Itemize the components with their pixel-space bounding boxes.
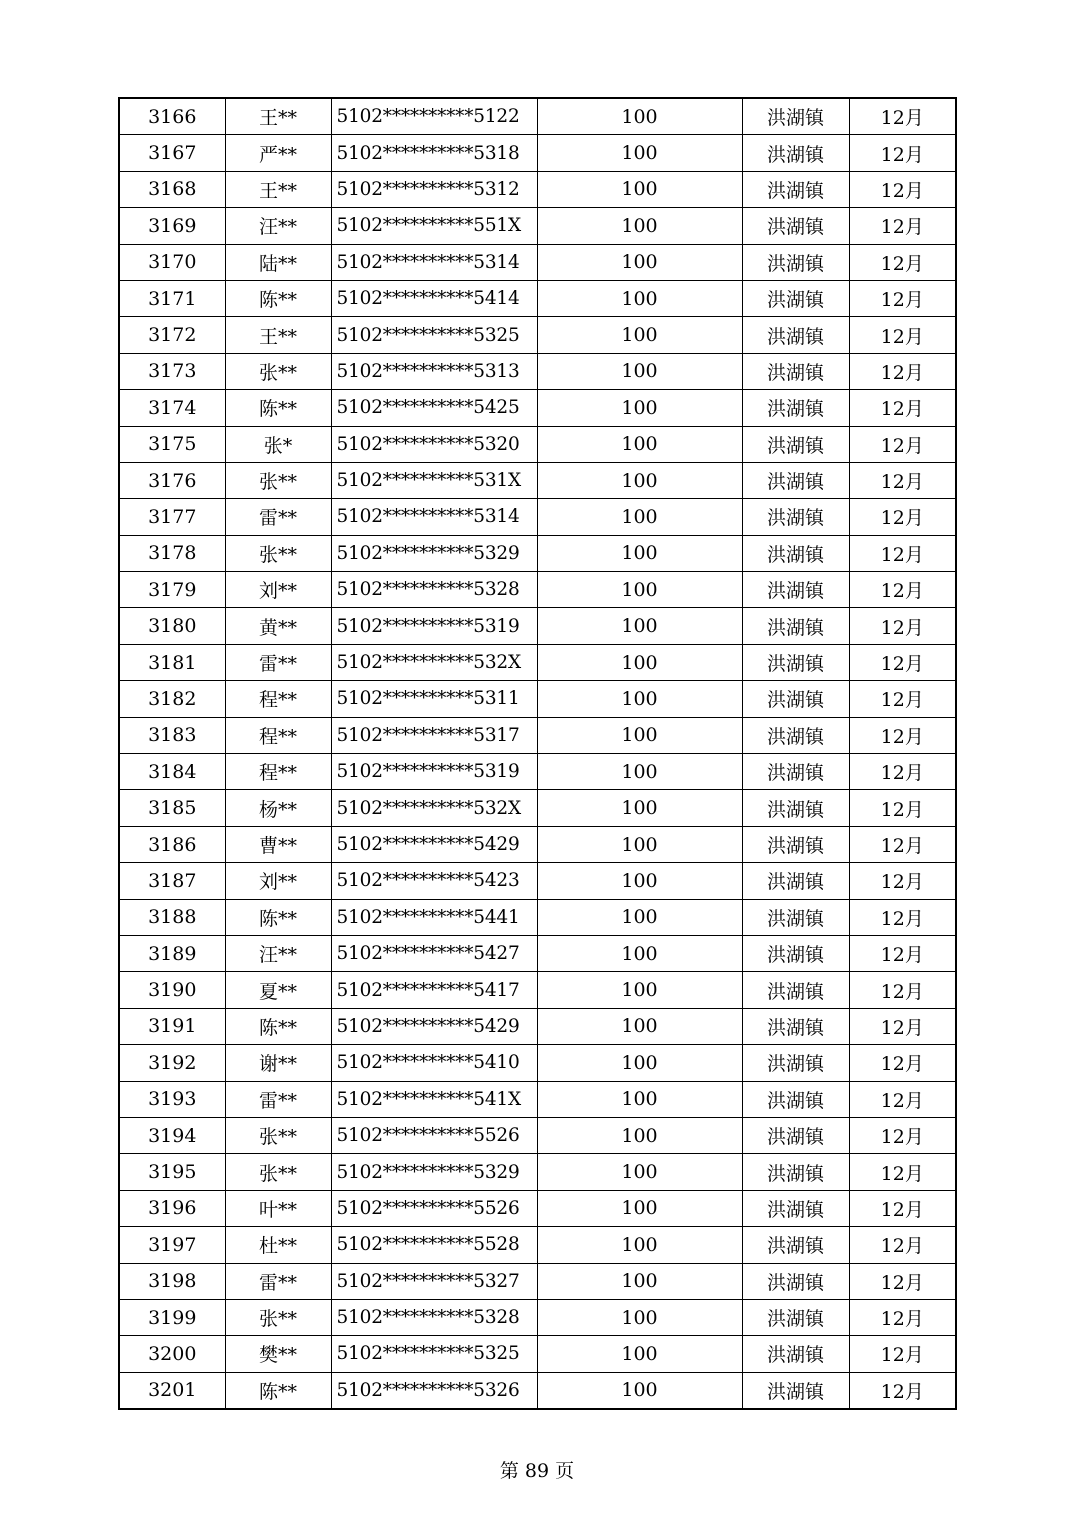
month-cell: 12月: [849, 135, 956, 171]
id-number-cell: 5102**********5311: [331, 681, 537, 717]
id-number-cell: 5102**********5423: [331, 863, 537, 899]
table-row: [119, 826, 956, 862]
row-number-cell: 3175: [119, 426, 225, 462]
row-number-cell: 3198: [119, 1263, 225, 1299]
row-number-cell: 3185: [119, 790, 225, 826]
id-number-cell: 5102**********5427: [331, 935, 537, 971]
id-number-cell: 5102**********5313: [331, 353, 537, 389]
name-cell: 张**: [225, 535, 331, 571]
month-cell: 12月: [849, 171, 956, 207]
amount-cell: 100: [537, 535, 742, 571]
amount-cell: 100: [537, 171, 742, 207]
table-row: [119, 98, 956, 135]
amount-cell: 100: [537, 1081, 742, 1117]
row-number-cell: 3200: [119, 1336, 225, 1372]
month-cell: 12月: [849, 1299, 956, 1335]
month-cell: 12月: [849, 462, 956, 498]
town-cell: 洪湖镇: [742, 1081, 849, 1117]
month-cell: 12月: [849, 1227, 956, 1263]
name-cell: 程**: [225, 754, 331, 790]
roster-body: [119, 98, 956, 1409]
page-number: 第 89 页: [499, 1460, 575, 1482]
amount-cell: 100: [537, 1008, 742, 1044]
town-cell: 洪湖镇: [742, 572, 849, 608]
amount-cell: 100: [537, 1263, 742, 1299]
amount-cell: 100: [537, 1336, 742, 1372]
name-cell: 张*: [225, 426, 331, 462]
name-cell: 雷**: [225, 1263, 331, 1299]
table-row: [119, 608, 956, 644]
amount-cell: 100: [537, 1117, 742, 1153]
table-row: [119, 208, 956, 244]
name-cell: 刘**: [225, 572, 331, 608]
table-row: [119, 244, 956, 280]
table-row: [119, 790, 956, 826]
amount-cell: 100: [537, 863, 742, 899]
table-row: [119, 280, 956, 316]
table-row: [119, 1190, 956, 1226]
row-number-cell: 3167: [119, 135, 225, 171]
town-cell: 洪湖镇: [742, 317, 849, 353]
row-number-cell: 3166: [119, 98, 225, 135]
town-cell: 洪湖镇: [742, 208, 849, 244]
id-number-cell: 5102**********5328: [331, 572, 537, 608]
amount-cell: 100: [537, 608, 742, 644]
table-row: [119, 1227, 956, 1263]
row-number-cell: 3194: [119, 1117, 225, 1153]
row-number-cell: 3174: [119, 390, 225, 426]
amount-cell: 100: [537, 426, 742, 462]
table-row: [119, 972, 956, 1008]
month-cell: 12月: [849, 1190, 956, 1226]
name-cell: 张**: [225, 1154, 331, 1190]
month-cell: 12月: [849, 935, 956, 971]
name-cell: 王**: [225, 317, 331, 353]
id-number-cell: 5102**********5417: [331, 972, 537, 1008]
row-number-cell: 3182: [119, 681, 225, 717]
town-cell: 洪湖镇: [742, 826, 849, 862]
month-cell: 12月: [849, 535, 956, 571]
id-number-cell: 5102**********5320: [331, 426, 537, 462]
id-number-cell: 5102**********532X: [331, 644, 537, 680]
row-number-cell: 3186: [119, 826, 225, 862]
id-number-cell: 5102**********5314: [331, 244, 537, 280]
town-cell: 洪湖镇: [742, 1190, 849, 1226]
table-row: [119, 572, 956, 608]
row-number-cell: 3187: [119, 863, 225, 899]
row-number-cell: 3196: [119, 1190, 225, 1226]
id-number-cell: 5102**********532X: [331, 790, 537, 826]
table-row: [119, 717, 956, 753]
amount-cell: 100: [537, 1190, 742, 1226]
table-row: [119, 353, 956, 389]
month-cell: 12月: [849, 681, 956, 717]
row-number-cell: 3169: [119, 208, 225, 244]
table-row: [119, 935, 956, 971]
row-number-cell: 3201: [119, 1372, 225, 1409]
name-cell: 张**: [225, 462, 331, 498]
id-number-cell: 5102**********5319: [331, 608, 537, 644]
amount-cell: 100: [537, 681, 742, 717]
name-cell: 樊**: [225, 1336, 331, 1372]
town-cell: 洪湖镇: [742, 462, 849, 498]
id-number-cell: 5102**********5312: [331, 171, 537, 207]
month-cell: 12月: [849, 317, 956, 353]
month-cell: 12月: [849, 353, 956, 389]
month-cell: 12月: [849, 1336, 956, 1372]
town-cell: 洪湖镇: [742, 717, 849, 753]
town-cell: 洪湖镇: [742, 790, 849, 826]
month-cell: 12月: [849, 1045, 956, 1081]
month-cell: 12月: [849, 899, 956, 935]
month-cell: 12月: [849, 280, 956, 316]
month-cell: 12月: [849, 244, 956, 280]
amount-cell: 100: [537, 572, 742, 608]
amount-cell: 100: [537, 1227, 742, 1263]
name-cell: 张**: [225, 1299, 331, 1335]
name-cell: 谢**: [225, 1045, 331, 1081]
row-number-cell: 3195: [119, 1154, 225, 1190]
month-cell: 12月: [849, 98, 956, 135]
name-cell: 陈**: [225, 1008, 331, 1044]
town-cell: 洪湖镇: [742, 681, 849, 717]
table-row: [119, 899, 956, 935]
month-cell: 12月: [849, 790, 956, 826]
id-number-cell: 5102**********5329: [331, 535, 537, 571]
row-number-cell: 3177: [119, 499, 225, 535]
month-cell: 12月: [849, 644, 956, 680]
town-cell: 洪湖镇: [742, 1154, 849, 1190]
amount-cell: 100: [537, 935, 742, 971]
row-number-cell: 3190: [119, 972, 225, 1008]
id-number-cell: 5102**********5441: [331, 899, 537, 935]
table-row: [119, 499, 956, 535]
name-cell: 杨**: [225, 790, 331, 826]
amount-cell: 100: [537, 826, 742, 862]
town-cell: 洪湖镇: [742, 1372, 849, 1409]
amount-cell: 100: [537, 1299, 742, 1335]
month-cell: 12月: [849, 754, 956, 790]
name-cell: 王**: [225, 171, 331, 207]
amount-cell: 100: [537, 644, 742, 680]
town-cell: 洪湖镇: [742, 754, 849, 790]
name-cell: 曹**: [225, 826, 331, 862]
month-cell: 12月: [849, 826, 956, 862]
town-cell: 洪湖镇: [742, 608, 849, 644]
id-number-cell: 5102**********5528: [331, 1227, 537, 1263]
name-cell: 雷**: [225, 644, 331, 680]
table-row: [119, 1045, 956, 1081]
row-number-cell: 3188: [119, 899, 225, 935]
name-cell: 程**: [225, 717, 331, 753]
id-number-cell: 5102**********5526: [331, 1117, 537, 1153]
table-row: [119, 754, 956, 790]
town-cell: 洪湖镇: [742, 1263, 849, 1299]
name-cell: 陈**: [225, 899, 331, 935]
amount-cell: 100: [537, 717, 742, 753]
name-cell: 汪**: [225, 935, 331, 971]
month-cell: 12月: [849, 1008, 956, 1044]
id-number-cell: 5102**********5325: [331, 1336, 537, 1372]
name-cell: 王**: [225, 98, 331, 135]
id-number-cell: 5102**********551X: [331, 208, 537, 244]
row-number-cell: 3176: [119, 462, 225, 498]
table-row: [119, 535, 956, 571]
month-cell: 12月: [849, 717, 956, 753]
amount-cell: 100: [537, 280, 742, 316]
name-cell: 陈**: [225, 1372, 331, 1409]
amount-cell: 100: [537, 899, 742, 935]
amount-cell: 100: [537, 244, 742, 280]
amount-cell: 100: [537, 98, 742, 135]
month-cell: 12月: [849, 572, 956, 608]
id-number-cell: 5102**********5317: [331, 717, 537, 753]
amount-cell: 100: [537, 135, 742, 171]
amount-cell: 100: [537, 499, 742, 535]
id-number-cell: 5102**********5318: [331, 135, 537, 171]
table-row: [119, 426, 956, 462]
month-cell: 12月: [849, 1263, 956, 1299]
row-number-cell: 3184: [119, 754, 225, 790]
row-number-cell: 3192: [119, 1045, 225, 1081]
amount-cell: 100: [537, 1154, 742, 1190]
table-row: [119, 1263, 956, 1299]
row-number-cell: 3171: [119, 280, 225, 316]
month-cell: 12月: [849, 426, 956, 462]
row-number-cell: 3173: [119, 353, 225, 389]
amount-cell: 100: [537, 353, 742, 389]
id-number-cell: 5102**********5329: [331, 1154, 537, 1190]
name-cell: 雷**: [225, 499, 331, 535]
amount-cell: 100: [537, 462, 742, 498]
month-cell: 12月: [849, 1154, 956, 1190]
name-cell: 陈**: [225, 390, 331, 426]
amount-cell: 100: [537, 208, 742, 244]
table-row: [119, 317, 956, 353]
row-number-cell: 3191: [119, 1008, 225, 1044]
id-number-cell: 5102**********5326: [331, 1372, 537, 1409]
name-cell: 陆**: [225, 244, 331, 280]
table-row: [119, 681, 956, 717]
amount-cell: 100: [537, 317, 742, 353]
name-cell: 陈**: [225, 280, 331, 316]
row-number-cell: 3170: [119, 244, 225, 280]
row-number-cell: 3199: [119, 1299, 225, 1335]
amount-cell: 100: [537, 390, 742, 426]
table-row: [119, 1372, 956, 1409]
row-number-cell: 3183: [119, 717, 225, 753]
town-cell: 洪湖镇: [742, 935, 849, 971]
id-number-cell: 5102**********5526: [331, 1190, 537, 1226]
row-number-cell: 3197: [119, 1227, 225, 1263]
table-row: [119, 171, 956, 207]
row-number-cell: 3189: [119, 935, 225, 971]
town-cell: 洪湖镇: [742, 972, 849, 1008]
table-row: [119, 1081, 956, 1117]
month-cell: 12月: [849, 1081, 956, 1117]
id-number-cell: 5102**********5325: [331, 317, 537, 353]
id-number-cell: 5102**********531X: [331, 462, 537, 498]
row-number-cell: 3193: [119, 1081, 225, 1117]
table-row: [119, 1008, 956, 1044]
id-number-cell: 5102**********5327: [331, 1263, 537, 1299]
amount-cell: 100: [537, 790, 742, 826]
town-cell: 洪湖镇: [742, 244, 849, 280]
table-row: [119, 1336, 956, 1372]
id-number-cell: 5102**********5429: [331, 826, 537, 862]
town-cell: 洪湖镇: [742, 1227, 849, 1263]
id-number-cell: 5102**********5328: [331, 1299, 537, 1335]
id-number-cell: 5102**********5410: [331, 1045, 537, 1081]
town-cell: 洪湖镇: [742, 863, 849, 899]
month-cell: 12月: [849, 863, 956, 899]
town-cell: 洪湖镇: [742, 1299, 849, 1335]
town-cell: 洪湖镇: [742, 390, 849, 426]
town-cell: 洪湖镇: [742, 535, 849, 571]
id-number-cell: 5102**********5319: [331, 754, 537, 790]
name-cell: 夏**: [225, 972, 331, 1008]
town-cell: 洪湖镇: [742, 426, 849, 462]
name-cell: 汪**: [225, 208, 331, 244]
amount-cell: 100: [537, 972, 742, 1008]
row-number-cell: 3181: [119, 644, 225, 680]
month-cell: 12月: [849, 208, 956, 244]
id-number-cell: 5102**********5425: [331, 390, 537, 426]
name-cell: 杜**: [225, 1227, 331, 1263]
id-number-cell: 5102**********5414: [331, 280, 537, 316]
name-cell: 叶**: [225, 1190, 331, 1226]
town-cell: 洪湖镇: [742, 899, 849, 935]
name-cell: 张**: [225, 1117, 331, 1153]
town-cell: 洪湖镇: [742, 1045, 849, 1081]
name-cell: 张**: [225, 353, 331, 389]
table-row: [119, 1117, 956, 1153]
month-cell: 12月: [849, 1117, 956, 1153]
table-row: [119, 863, 956, 899]
row-number-cell: 3180: [119, 608, 225, 644]
table-row: [119, 462, 956, 498]
month-cell: 12月: [849, 972, 956, 1008]
row-number-cell: 3168: [119, 171, 225, 207]
amount-cell: 100: [537, 1045, 742, 1081]
month-cell: 12月: [849, 390, 956, 426]
town-cell: 洪湖镇: [742, 499, 849, 535]
town-cell: 洪湖镇: [742, 98, 849, 135]
town-cell: 洪湖镇: [742, 1336, 849, 1372]
roster-table: [118, 97, 957, 1410]
table-row: [119, 135, 956, 171]
table-row: [119, 390, 956, 426]
id-number-cell: 5102**********5314: [331, 499, 537, 535]
row-number-cell: 3178: [119, 535, 225, 571]
town-cell: 洪湖镇: [742, 135, 849, 171]
town-cell: 洪湖镇: [742, 1117, 849, 1153]
name-cell: 严**: [225, 135, 331, 171]
name-cell: 黄**: [225, 608, 331, 644]
row-number-cell: 3179: [119, 572, 225, 608]
name-cell: 刘**: [225, 863, 331, 899]
name-cell: 雷**: [225, 1081, 331, 1117]
amount-cell: 100: [537, 1372, 742, 1409]
id-number-cell: 5102**********5122: [331, 98, 537, 135]
table-row: [119, 1154, 956, 1190]
town-cell: 洪湖镇: [742, 280, 849, 316]
amount-cell: 100: [537, 754, 742, 790]
id-number-cell: 5102**********541X: [331, 1081, 537, 1117]
name-cell: 程**: [225, 681, 331, 717]
id-number-cell: 5102**********5429: [331, 1008, 537, 1044]
town-cell: 洪湖镇: [742, 644, 849, 680]
row-number-cell: 3172: [119, 317, 225, 353]
town-cell: 洪湖镇: [742, 1008, 849, 1044]
month-cell: 12月: [849, 499, 956, 535]
town-cell: 洪湖镇: [742, 171, 849, 207]
table-row: [119, 644, 956, 680]
table-row: [119, 1299, 956, 1335]
month-cell: 12月: [849, 1372, 956, 1409]
town-cell: 洪湖镇: [742, 353, 849, 389]
month-cell: 12月: [849, 608, 956, 644]
